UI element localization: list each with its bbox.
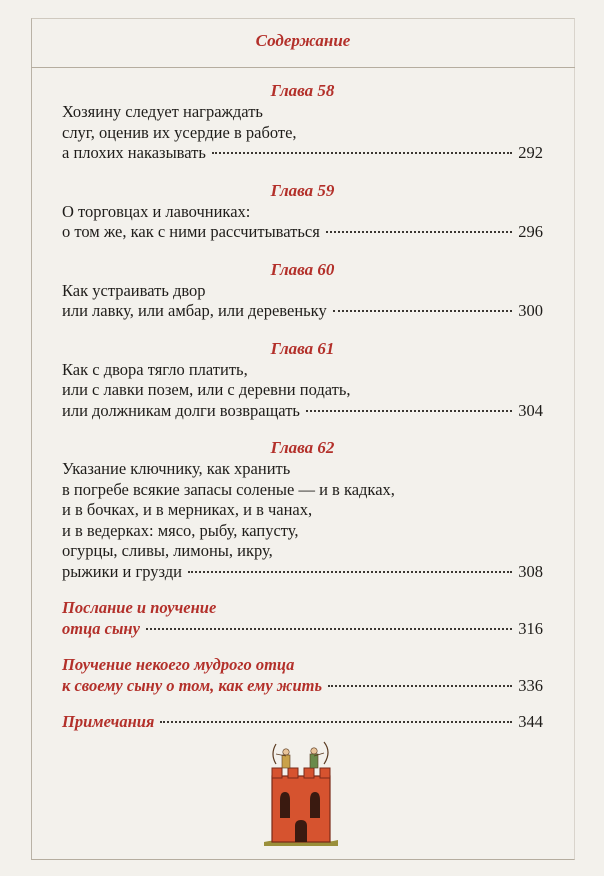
entry-text: Как с двора тягло платить, bbox=[62, 359, 248, 379]
toc-entry-58[interactable] bbox=[62, 143, 543, 164]
page-number: 308 bbox=[518, 561, 543, 581]
entry-text: слуг, оценив их усердие в работе, bbox=[62, 122, 297, 142]
toc-entry-epistle[interactable] bbox=[62, 619, 543, 640]
entry-text: Послание и поучение bbox=[62, 598, 217, 617]
toc-entry-60[interactable] bbox=[62, 301, 543, 322]
page-number: 344 bbox=[518, 712, 543, 731]
chapter-heading: Глава 62 bbox=[270, 438, 335, 457]
dot-leader bbox=[212, 152, 512, 154]
entry-text: огурцы, сливы, лимоны, икру, bbox=[62, 541, 273, 560]
toc-entry-teaching[interactable] bbox=[62, 676, 543, 697]
toc-entry-62[interactable] bbox=[62, 562, 543, 583]
entry-text: или должникам долги возвращать bbox=[62, 400, 300, 420]
entry-text: Хозяину следует награждать bbox=[62, 102, 263, 121]
dot-leader bbox=[326, 231, 512, 233]
header-divider bbox=[31, 67, 575, 68]
entry-text: в погребе всякие запасы соленые — и в кадках, bbox=[62, 479, 395, 499]
dot-leader bbox=[146, 628, 512, 630]
entry-text: отца сыну bbox=[62, 618, 140, 638]
toc-entry-59[interactable] bbox=[62, 222, 543, 243]
entry-text: а плохих наказывать bbox=[62, 143, 206, 162]
page-number: 292 bbox=[518, 143, 543, 162]
entry-text: Как устраивать двор bbox=[62, 280, 206, 300]
dot-leader bbox=[306, 410, 512, 412]
entry-text: или с лавки позем, или с деревни подать, bbox=[62, 380, 351, 399]
dot-leader bbox=[333, 310, 513, 312]
entry-text: и в бочках, и в мерниках, и в чанах, bbox=[62, 500, 313, 519]
page-number: 300 bbox=[518, 301, 543, 320]
entry-text: О торговцах и лавочниках: bbox=[62, 201, 251, 221]
dot-leader bbox=[188, 571, 512, 573]
page-number: 316 bbox=[518, 618, 543, 638]
entry-text: о том же, как с ними рассчитываться bbox=[62, 222, 320, 241]
entry-text: рыжики и грузди bbox=[62, 561, 182, 581]
entry-text: Указание ключнику, как хранить bbox=[62, 459, 291, 478]
entry-text: Примечания bbox=[62, 712, 155, 731]
page-title: Содержание bbox=[255, 31, 351, 50]
tower-with-archers-icon bbox=[262, 738, 340, 848]
chapter-heading: Глава 61 bbox=[270, 338, 335, 358]
chapter-heading: Глава 60 bbox=[270, 259, 335, 279]
chapter-heading: Глава 58 bbox=[270, 81, 335, 100]
page-number: 304 bbox=[518, 400, 543, 420]
chapter-heading: Глава 59 bbox=[270, 180, 335, 200]
entry-text: или лавку, или амбар, или деревеньку bbox=[62, 301, 327, 320]
dot-leader bbox=[328, 685, 512, 687]
entry-text: Поучение некоего мудрого отца bbox=[62, 655, 295, 674]
page-number: 296 bbox=[518, 222, 543, 241]
toc-entry-notes[interactable] bbox=[62, 712, 543, 733]
entry-text: и в ведерках: мясо, рыбу, капусту, bbox=[62, 520, 299, 540]
toc-entry-61[interactable] bbox=[62, 401, 543, 422]
toc-list bbox=[62, 80, 543, 733]
entry-text: к своему сыну о том, как ему жить bbox=[62, 675, 323, 695]
page-number: 336 bbox=[518, 675, 543, 695]
dot-leader bbox=[160, 721, 512, 723]
